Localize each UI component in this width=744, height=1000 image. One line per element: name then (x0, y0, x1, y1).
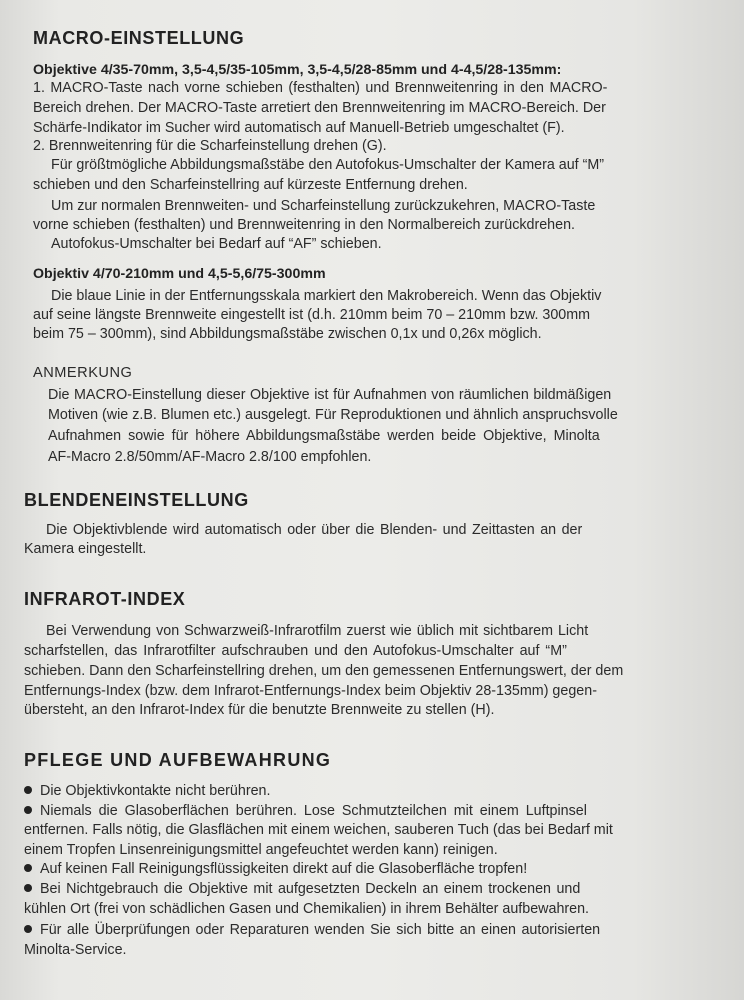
bullet-icon (24, 925, 32, 933)
macro-step-line: schieben und den Scharfeinstellring auf kürzeste Entfernung drehen. (33, 177, 468, 193)
macro-subheading-zoom-lenses: Objektive 4/35-70mm, 3,5-4,5/35-105mm, 3,5-4,5/28-85mm und 4-4,5/28-135mm: (33, 62, 562, 78)
care-bullet-text: Auf keinen Fall Reinigungsflüssigkeiten direkt auf die Glasoberfläche tropfen! (40, 861, 528, 877)
macro-step-line: Schärfe-Indikator im Sucher wird automatisch auf Manuell-Betrieb umgeschaltet (F). (33, 120, 565, 136)
note-title: ANMERKUNG (33, 365, 133, 381)
bullet-icon (24, 786, 32, 794)
aperture-line: Kamera eingestellt. (24, 541, 147, 557)
infrared-line: übersteht, an den Infrarot-Index für die benutzte Brennweite zu stellen (H). (24, 702, 495, 718)
macro-tele-line: auf seine längste Brennweite eingestellt ist (d.h. 210mm beim 70 – 210mm bzw. 300mm (33, 307, 591, 323)
care-bullet-item (24, 920, 600, 940)
care-line: Minolta-Service. (24, 942, 127, 958)
macro-step-line: Für größtmögliche Abbildungsmaßstäbe den Autofokus-Umschalter der Kamera auf “M” (51, 157, 605, 173)
care-bullet-item (24, 801, 587, 821)
care-line: einem Tropfen Linsenreinigungsmittel angefeuchtet werden kann) reinigen. (24, 842, 498, 858)
care-bullet-text: Niemals die Glasoberflächen berühren. Lose Schmutzteilchen mit einem Luftpinsel (40, 803, 587, 819)
bullet-icon (24, 806, 32, 814)
macro-step-line: Um zur normalen Brennweiten- und Scharfeinstellung zurückzukehren, MACRO-Taste (51, 198, 596, 214)
macro-step-line: 2. Brennweitenring für die Scharfeinstellung drehen (G). (33, 138, 387, 154)
macro-tele-line: Die blaue Linie in der Entfernungsskala markiert den Makrobereich. Wenn das Objektiv (51, 288, 602, 304)
infrared-line: scharfstellen, das Infrarotfilter aufschrauben und den Autofokus-Umschalter auf “M” (24, 643, 567, 659)
infrared-section-title: INFRAROT-INDEX (24, 589, 186, 609)
care-bullet-item (24, 781, 270, 801)
aperture-line: Die Objektivblende wird automatisch oder über die Blenden- und Zeittasten an der (46, 522, 583, 538)
bullet-icon (24, 884, 32, 892)
care-bullet-text: Bei Nichtgebrauch die Objektive mit aufgesetzten Deckeln an einem trockenen und (40, 881, 581, 897)
care-bullet-text: Die Objektivkontakte nicht berühren. (40, 783, 271, 799)
macro-step-line: Bereich drehen. Der MACRO-Taste arretiert den Brennweitenring im MACRO-Bereich. Der (33, 100, 606, 116)
infrared-line: Entfernungs-Index (bzw. dem Infrarot-Entfernungs-Index beim Objektiv 28-135mm) gegen- (24, 683, 597, 699)
note-line: Motiven (wie z.B. Blumen etc.) ausgelegt. Für Reproduktionen und ähnlich anspruchsvolle (48, 407, 618, 423)
macro-step-line: vorne schieben (festhalten) und Brennweitenring in den Normalbereich zurückdrehen. (33, 217, 576, 233)
macro-subheading-tele-lenses: Objektiv 4/70-210mm und 4,5-5,6/75-300mm (33, 266, 326, 282)
macro-tele-line: beim 75 – 300mm), sind Abbildungsmaßstäbe zwischen 0,1x und 0,26x möglich. (33, 326, 542, 342)
care-line: kühlen Ort (frei von schädlichen Gasen und Chemikalien) in ihrem Behälter aufbewahren. (24, 901, 590, 917)
infrared-line: schieben. Dann den Scharfeinstellring drehen, um den gemessenen Entfernungswert, der dem (24, 663, 624, 679)
aperture-section-title: BLENDENEINSTELLUNG (24, 490, 249, 510)
care-section-title: PFLEGE UND AUFBEWAHRUNG (24, 750, 332, 770)
note-line: AF-Macro 2.8/50mm/AF-Macro 2.8/100 empfohlen. (48, 449, 372, 465)
macro-step-line: Autofokus-Umschalter bei Bedarf auf “AF” schieben. (51, 236, 382, 252)
bullet-icon (24, 864, 32, 872)
note-line: Die MACRO-Einstellung dieser Objektive ist für Aufnahmen von räumlichen bildmäßigen (48, 387, 612, 403)
infrared-line: Bei Verwendung von Schwarzweiß-Infrarotfilm zuerst wie üblich mit sichtbarem Licht (46, 623, 589, 639)
care-bullet-text: Für alle Überprüfungen oder Reparaturen wenden Sie sich bitte an einen autorisierten (40, 922, 601, 938)
macro-section-title: MACRO-EINSTELLUNG (33, 28, 245, 48)
care-bullet-item (24, 859, 527, 879)
note-line: Aufnahmen sowie für höhere Abbildungsmaßstäbe werden beide Objektive, Minolta (48, 428, 600, 444)
care-bullet-item (24, 879, 580, 899)
care-line: entfernen. Falls nötig, die Glasflächen mit einem weichen, sauberen Tuch (das bei Bedarf mit (24, 822, 613, 838)
macro-step-line: 1. MACRO-Taste nach vorne schieben (festhalten) und Brennweitenring in den MACRO- (33, 80, 608, 96)
